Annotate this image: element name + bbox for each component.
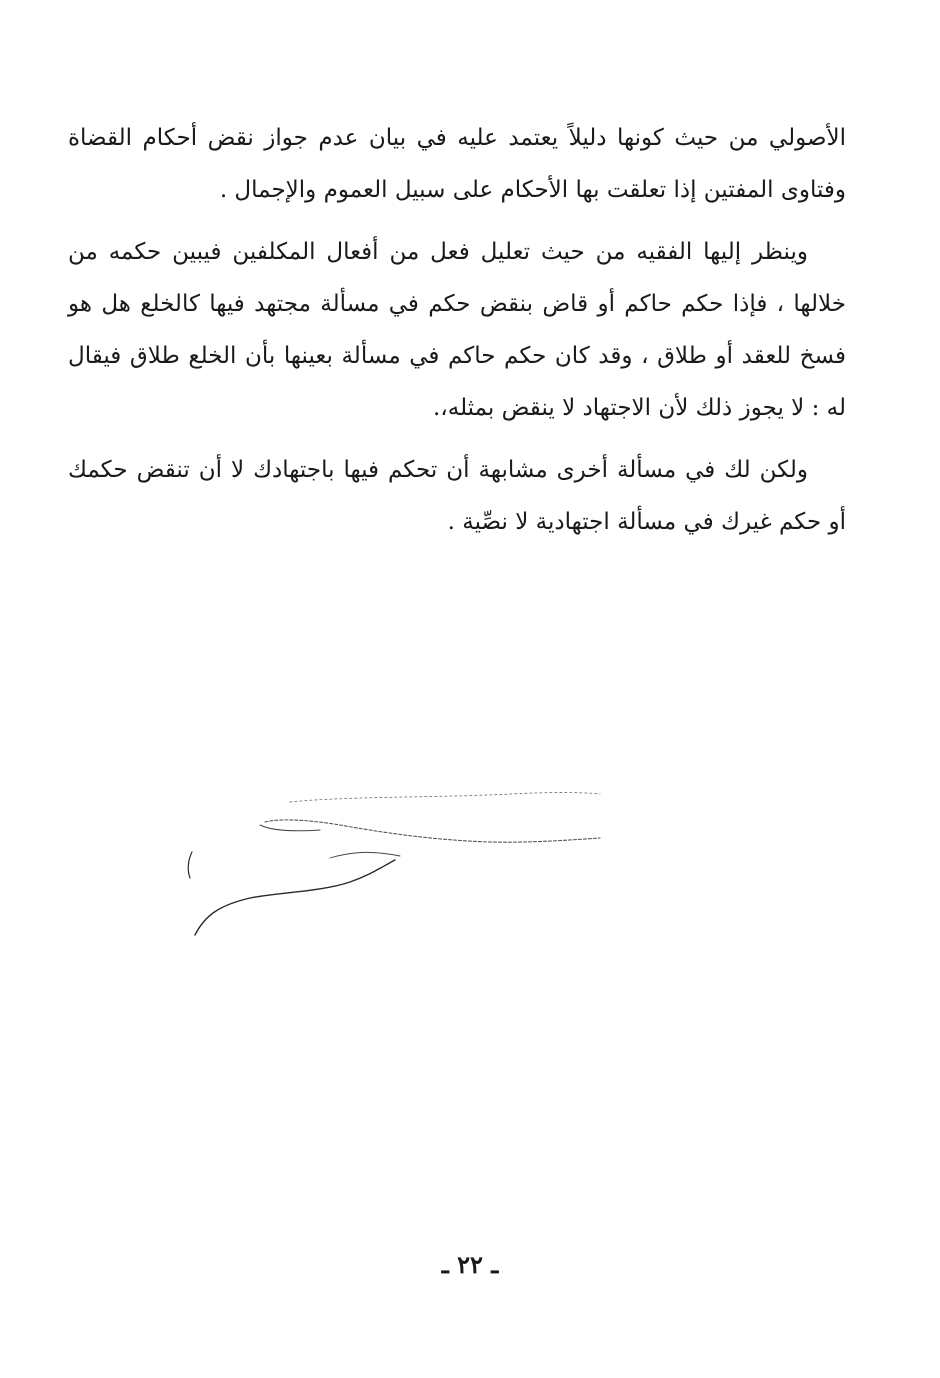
paragraph-1: الأصولي من حيث كونها دليلاً يعتمد عليه في بيان عدم جواز نقض أحكام القضاة وفتاوى المفتين إذا تعلقت بها الأحكام على سبيل العموم والإجمال . (68, 125, 846, 203)
paragraph-2: وينظر إليها الفقيه من حيث تعليل فعل من أفعال المكلفين فيبين حكمه من خلالها ، فإذا حكم حاكم أو قاض بنقض حكم في مسألة مجتهد فيها كالخلع هل هو فسخ للعقد أو طلاق ، وقد كان حكم حاكم في مسألة بعينها بأن الخلع طلاق فيقال له : لا يجوز ذلك لأن الاجتهاد لا ينقض بمثله،. (68, 239, 846, 421)
body-text (68, 112, 846, 558)
paragraph-3: ولكن لك في مسألة أخرى مشابهة أن تحكم فيها باجتهادك لا أن تنقض حكمك أو حكم غيرك في مسألة اجتهادية لا نصِّية . (68, 457, 846, 535)
page-number: ـ ٢٢ ـ (441, 1250, 499, 1279)
handwritten-signature (180, 780, 620, 950)
